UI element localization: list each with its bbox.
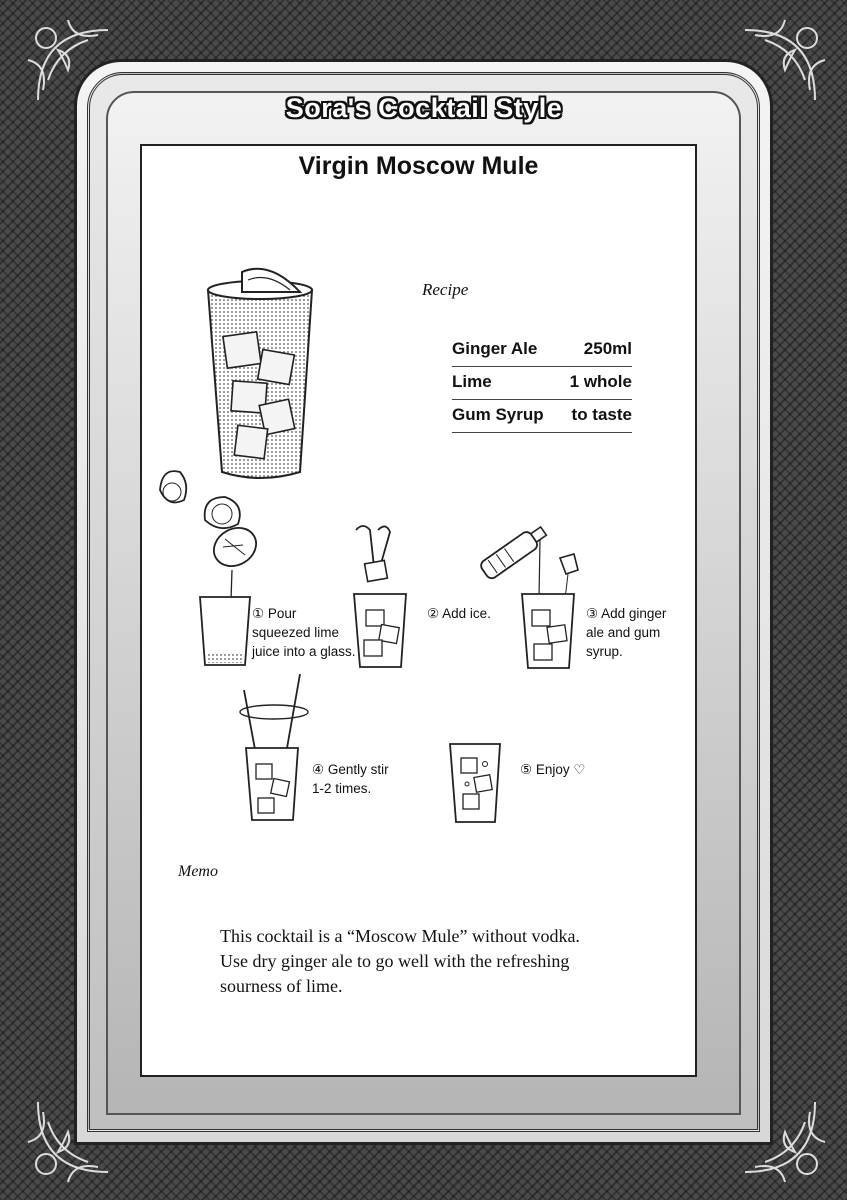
step-text-line: juice into a glass.: [252, 644, 356, 659]
ingredient-row: [452, 367, 632, 400]
step-text-line: ① Pour: [252, 606, 297, 621]
step-3-text: [586, 604, 666, 661]
step-4-text: [312, 760, 389, 798]
step-text-line: syrup.: [586, 644, 623, 659]
step-1-text: [252, 604, 356, 661]
banner-title: Sora's Cocktail Style: [285, 93, 563, 123]
memo-text: [220, 924, 660, 999]
recipe-label: Recipe: [422, 280, 469, 299]
memo-label: Memo: [178, 863, 218, 880]
page-title: Virgin Moscow Mule: [298, 152, 539, 180]
step-text-line: ale and gum: [586, 625, 661, 640]
step-4-illustration: [232, 668, 312, 828]
memo-line: This cocktail is a “Moscow Mule” without vodka.: [220, 926, 580, 946]
step-text-line: squeezed lime: [252, 625, 340, 640]
ingredient-amount: 250ml: [583, 339, 632, 358]
step-1-illustration: [195, 525, 260, 670]
ingredient-row: [452, 400, 632, 433]
ingredient-name: Gum Syrup: [452, 405, 544, 424]
step-2-illustration: [348, 522, 413, 672]
ingredient-name: Ginger Ale: [452, 339, 538, 358]
step-text-line: 1-2 times.: [312, 781, 372, 796]
step-text-line: ⑤ Enjoy ♡: [520, 762, 586, 777]
step-3-illustration: [470, 518, 590, 673]
memo-line: Use dry ginger ale to go well with the refreshing: [220, 951, 570, 971]
step-text-line: ② Add ice.: [427, 606, 491, 621]
memo-line: sourness of lime.: [220, 976, 343, 996]
ingredient-amount: to taste: [571, 405, 632, 424]
step-text-line: ④ Gently stir: [312, 762, 389, 777]
ingredient-list: [452, 334, 632, 433]
ingredient-amount: 1 whole: [569, 372, 632, 391]
step-5-text: [520, 760, 585, 779]
step-5-illustration: [445, 738, 505, 828]
ingredient-row: [452, 334, 632, 367]
cocktail-glass-illustration: [150, 262, 325, 532]
step-text-line: ③ Add ginger: [586, 606, 667, 621]
ingredient-name: Lime: [452, 372, 492, 391]
